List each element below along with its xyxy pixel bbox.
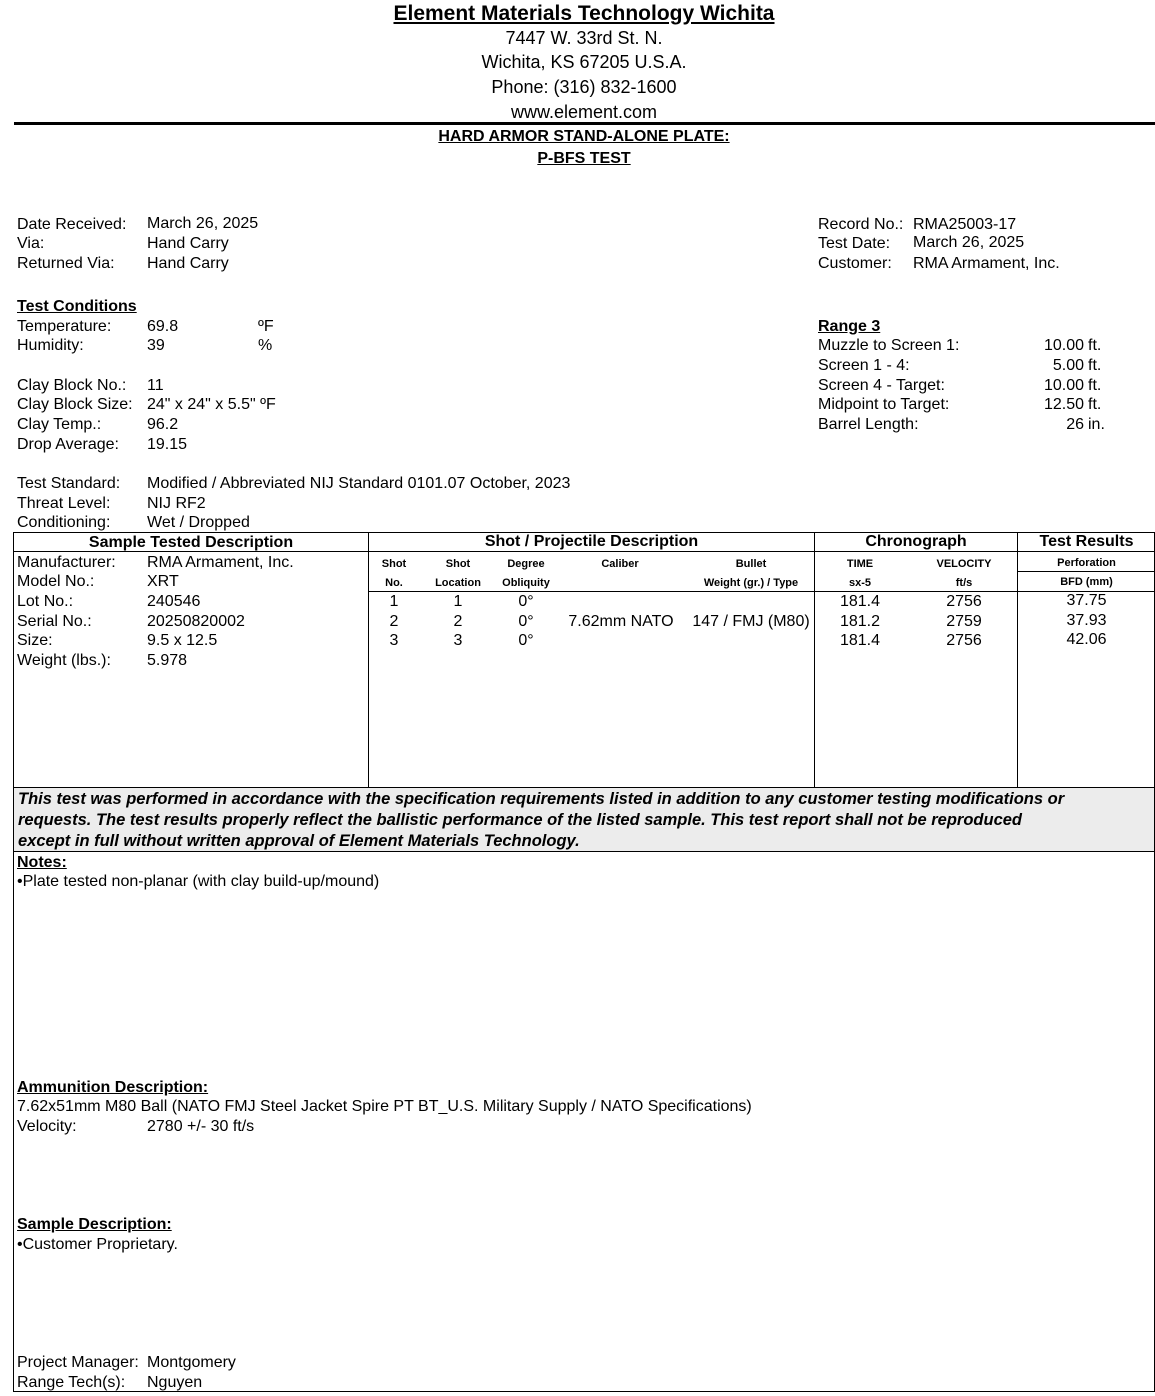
shot-time: 181.4 (839, 632, 881, 649)
via-label: Via: (17, 235, 45, 252)
range-row-label: Screen 4 - Target: (818, 377, 945, 394)
disclaimer-line-1: This test was performed in accordance with the specification requirements listed in addition to any customer testing modifications or (18, 790, 1065, 808)
clay-block-no-value: 11 (147, 377, 164, 394)
col-shot-no: No. (385, 577, 403, 589)
col-shot-location: Shot (445, 558, 471, 570)
conditioning-value: Wet / Dropped (147, 514, 250, 531)
conditioning-label: Conditioning: (17, 514, 111, 531)
col-degree-obliquity: Obliquity (502, 577, 550, 589)
range-tech-label: Range Tech(s): (17, 1374, 126, 1391)
col-bfd: BFD (mm) (1060, 576, 1113, 588)
returned-via-value: Hand Carry (147, 255, 229, 272)
shot-no: 2 (389, 613, 399, 630)
disclaimer-line-3: except in full without written approval of Element Materials Technology. (18, 832, 580, 850)
temperature-value: 69.8 (147, 318, 179, 335)
range-row-unit: ft. (1088, 357, 1102, 374)
test-date-label: Test Date: (818, 235, 891, 252)
notes-item: •Plate tested non-planar (with clay build-up/mound) (17, 873, 380, 890)
customer-label: Customer: (818, 255, 892, 272)
col-velocity: ft/s (955, 577, 973, 589)
ammo-velocity-label: Velocity: (17, 1118, 77, 1135)
sample-value: 5.978 (147, 652, 188, 669)
notes-heading: Notes: (17, 854, 67, 871)
threat-level-value: NIJ RF2 (147, 495, 206, 512)
range-row-value: 5.00 (1052, 357, 1084, 374)
shot-caliber: 7.62mm NATO (568, 613, 674, 630)
lab-phone: Phone: (316) 832-1600 (491, 77, 677, 97)
shot-velocity: 2759 (946, 613, 982, 630)
shot-no: 1 (389, 593, 399, 610)
shot-no: 3 (389, 632, 399, 649)
lab-website: www.element.com (510, 102, 658, 122)
range-row-value: 12.50 (1043, 396, 1084, 413)
range-row-value: 10.00 (1043, 377, 1084, 394)
test-conditions-heading: Test Conditions (17, 298, 137, 315)
test-standard-value: Modified / Abbreviated NIJ Standard 0101.07 October, 2023 (147, 475, 571, 492)
sample-description-item: •Customer Proprietary. (17, 1236, 178, 1253)
col-perforation: Perforation (1057, 557, 1116, 569)
humidity-label: Humidity: (17, 337, 84, 354)
shot-velocity: 2756 (946, 632, 982, 649)
table-rule (814, 532, 815, 788)
range-row-unit: ft. (1088, 396, 1102, 413)
col-degree-obliquity: Degree (507, 558, 545, 570)
chronograph-header: Chronograph (865, 533, 967, 550)
test-date-value: March 26, 2025 (913, 234, 1025, 251)
range-row-label: Barrel Length: (818, 416, 919, 433)
date-received-value: March 26, 2025 (147, 215, 259, 232)
sample-value: 20250820002 (147, 613, 245, 630)
shot-time: 181.4 (839, 593, 881, 610)
humidity-value: 39 (147, 337, 165, 354)
range-heading: Range 3 (818, 318, 881, 335)
shot-obliquity: 0° (518, 613, 534, 630)
record-no-label: Record No.: (818, 216, 904, 233)
range-row-label: Screen 1 - 4: (818, 357, 910, 374)
col-caliber: Caliber (601, 558, 639, 570)
shot-bfd: 37.93 (1066, 612, 1107, 629)
sample-label: Serial No.: (17, 613, 92, 630)
test-results-header: Test Results (1039, 533, 1134, 550)
range-row-value: 10.00 (1043, 337, 1084, 354)
date-received-label: Date Received: (17, 216, 127, 233)
sample-value: XRT (147, 573, 179, 590)
customer-value: RMA Armament, Inc. (913, 255, 1060, 272)
temperature-unit: ºF (258, 318, 274, 335)
shot-bfd: 37.75 (1066, 592, 1107, 609)
header-rule (14, 122, 1155, 125)
drop-average-label: Drop Average: (17, 436, 119, 453)
clay-temp-label: Clay Temp.: (17, 416, 102, 433)
test-standard-label: Test Standard: (17, 475, 121, 492)
sample-value: 240546 (147, 593, 201, 610)
range-row-unit: ft. (1088, 337, 1102, 354)
report-title-1: HARD ARMOR STAND-ALONE PLATE: (438, 128, 730, 145)
range-row-value: 26 (1066, 416, 1084, 433)
sample-label: Manufacturer: (17, 554, 116, 571)
col-bullet: Weight (gr.) / Type (703, 577, 799, 589)
range-row-label: Midpoint to Target: (818, 396, 950, 413)
shot-bullet: 147 / FMJ (M80) (692, 613, 810, 630)
returned-via-label: Returned Via: (17, 255, 115, 272)
shot-location: 1 (453, 593, 463, 610)
via-value: Hand Carry (147, 235, 229, 252)
sample-label: Size: (17, 632, 53, 649)
shot-bfd: 42.06 (1066, 631, 1107, 648)
sample-label: Lot No.: (17, 593, 74, 610)
threat-level-label: Threat Level: (17, 495, 111, 512)
shot-location: 2 (453, 613, 463, 630)
range-row-unit: ft. (1088, 377, 1102, 394)
col-time: TIME (846, 558, 874, 570)
disclaimer-line-2: requests. The test results properly reflect the ballistic performance of the listed sample. This test report shall not be reproduced (18, 811, 1023, 829)
range-row-label: Muzzle to Screen 1: (818, 337, 960, 354)
shot-obliquity: 0° (518, 593, 534, 610)
shot-obliquity: 0° (518, 632, 534, 649)
clay-block-no-label: Clay Block No.: (17, 377, 127, 394)
lab-address-2: Wichita, KS 67205 U.S.A. (481, 52, 687, 72)
report-title-2: P-BFS TEST (537, 150, 631, 167)
col-bullet: Bullet (735, 558, 767, 570)
ammo-velocity-value: 2780 +/- 30 ft/s (147, 1118, 255, 1135)
project-manager-label: Project Manager: (17, 1354, 139, 1371)
humidity-unit: % (258, 337, 273, 354)
sample-value: 9.5 x 12.5 (147, 632, 218, 649)
ammo-description: 7.62x51mm M80 Ball (NATO FMJ Steel Jacket Spire PT BT_U.S. Military Supply / NATO Specifications) (17, 1098, 752, 1115)
sample-description-heading: Sample Description: (17, 1216, 172, 1233)
col-shot-location: Location (435, 577, 481, 589)
clay-block-size-label: Clay Block Size: (17, 396, 133, 413)
sample-value: RMA Armament, Inc. (147, 554, 294, 571)
shot-location: 3 (453, 632, 463, 649)
col-shot-no: Shot (381, 558, 407, 570)
shot-time: 181.2 (839, 613, 881, 630)
lab-name: Element Materials Technology Wichita (393, 2, 775, 25)
shot-projectile-header: Shot / Projectile Description (484, 533, 699, 550)
sample-label: Model No.: (17, 573, 95, 590)
lab-address-1: 7447 W. 33rd St. N. (505, 28, 663, 48)
col-velocity: VELOCITY (936, 558, 992, 570)
record-no-value: RMA25003-17 (913, 216, 1017, 233)
sample-tested-header: Sample Tested Description (88, 534, 294, 551)
temperature-label: Temperature: (17, 318, 112, 335)
clay-temp-value: 96.2 (147, 416, 179, 433)
range-tech-value: Nguyen (147, 1374, 203, 1391)
col-time: sx-5 (848, 577, 872, 589)
ammo-heading: Ammunition Description: (17, 1079, 209, 1096)
project-manager-value: Montgomery (147, 1354, 236, 1371)
shot-velocity: 2756 (946, 593, 982, 610)
drop-average-value: 19.15 (147, 436, 188, 453)
range-row-unit: in. (1088, 416, 1105, 433)
sample-label: Weight (lbs.): (17, 652, 111, 669)
clay-block-size-value: 24" x 24" x 5.5" ºF (147, 396, 276, 413)
